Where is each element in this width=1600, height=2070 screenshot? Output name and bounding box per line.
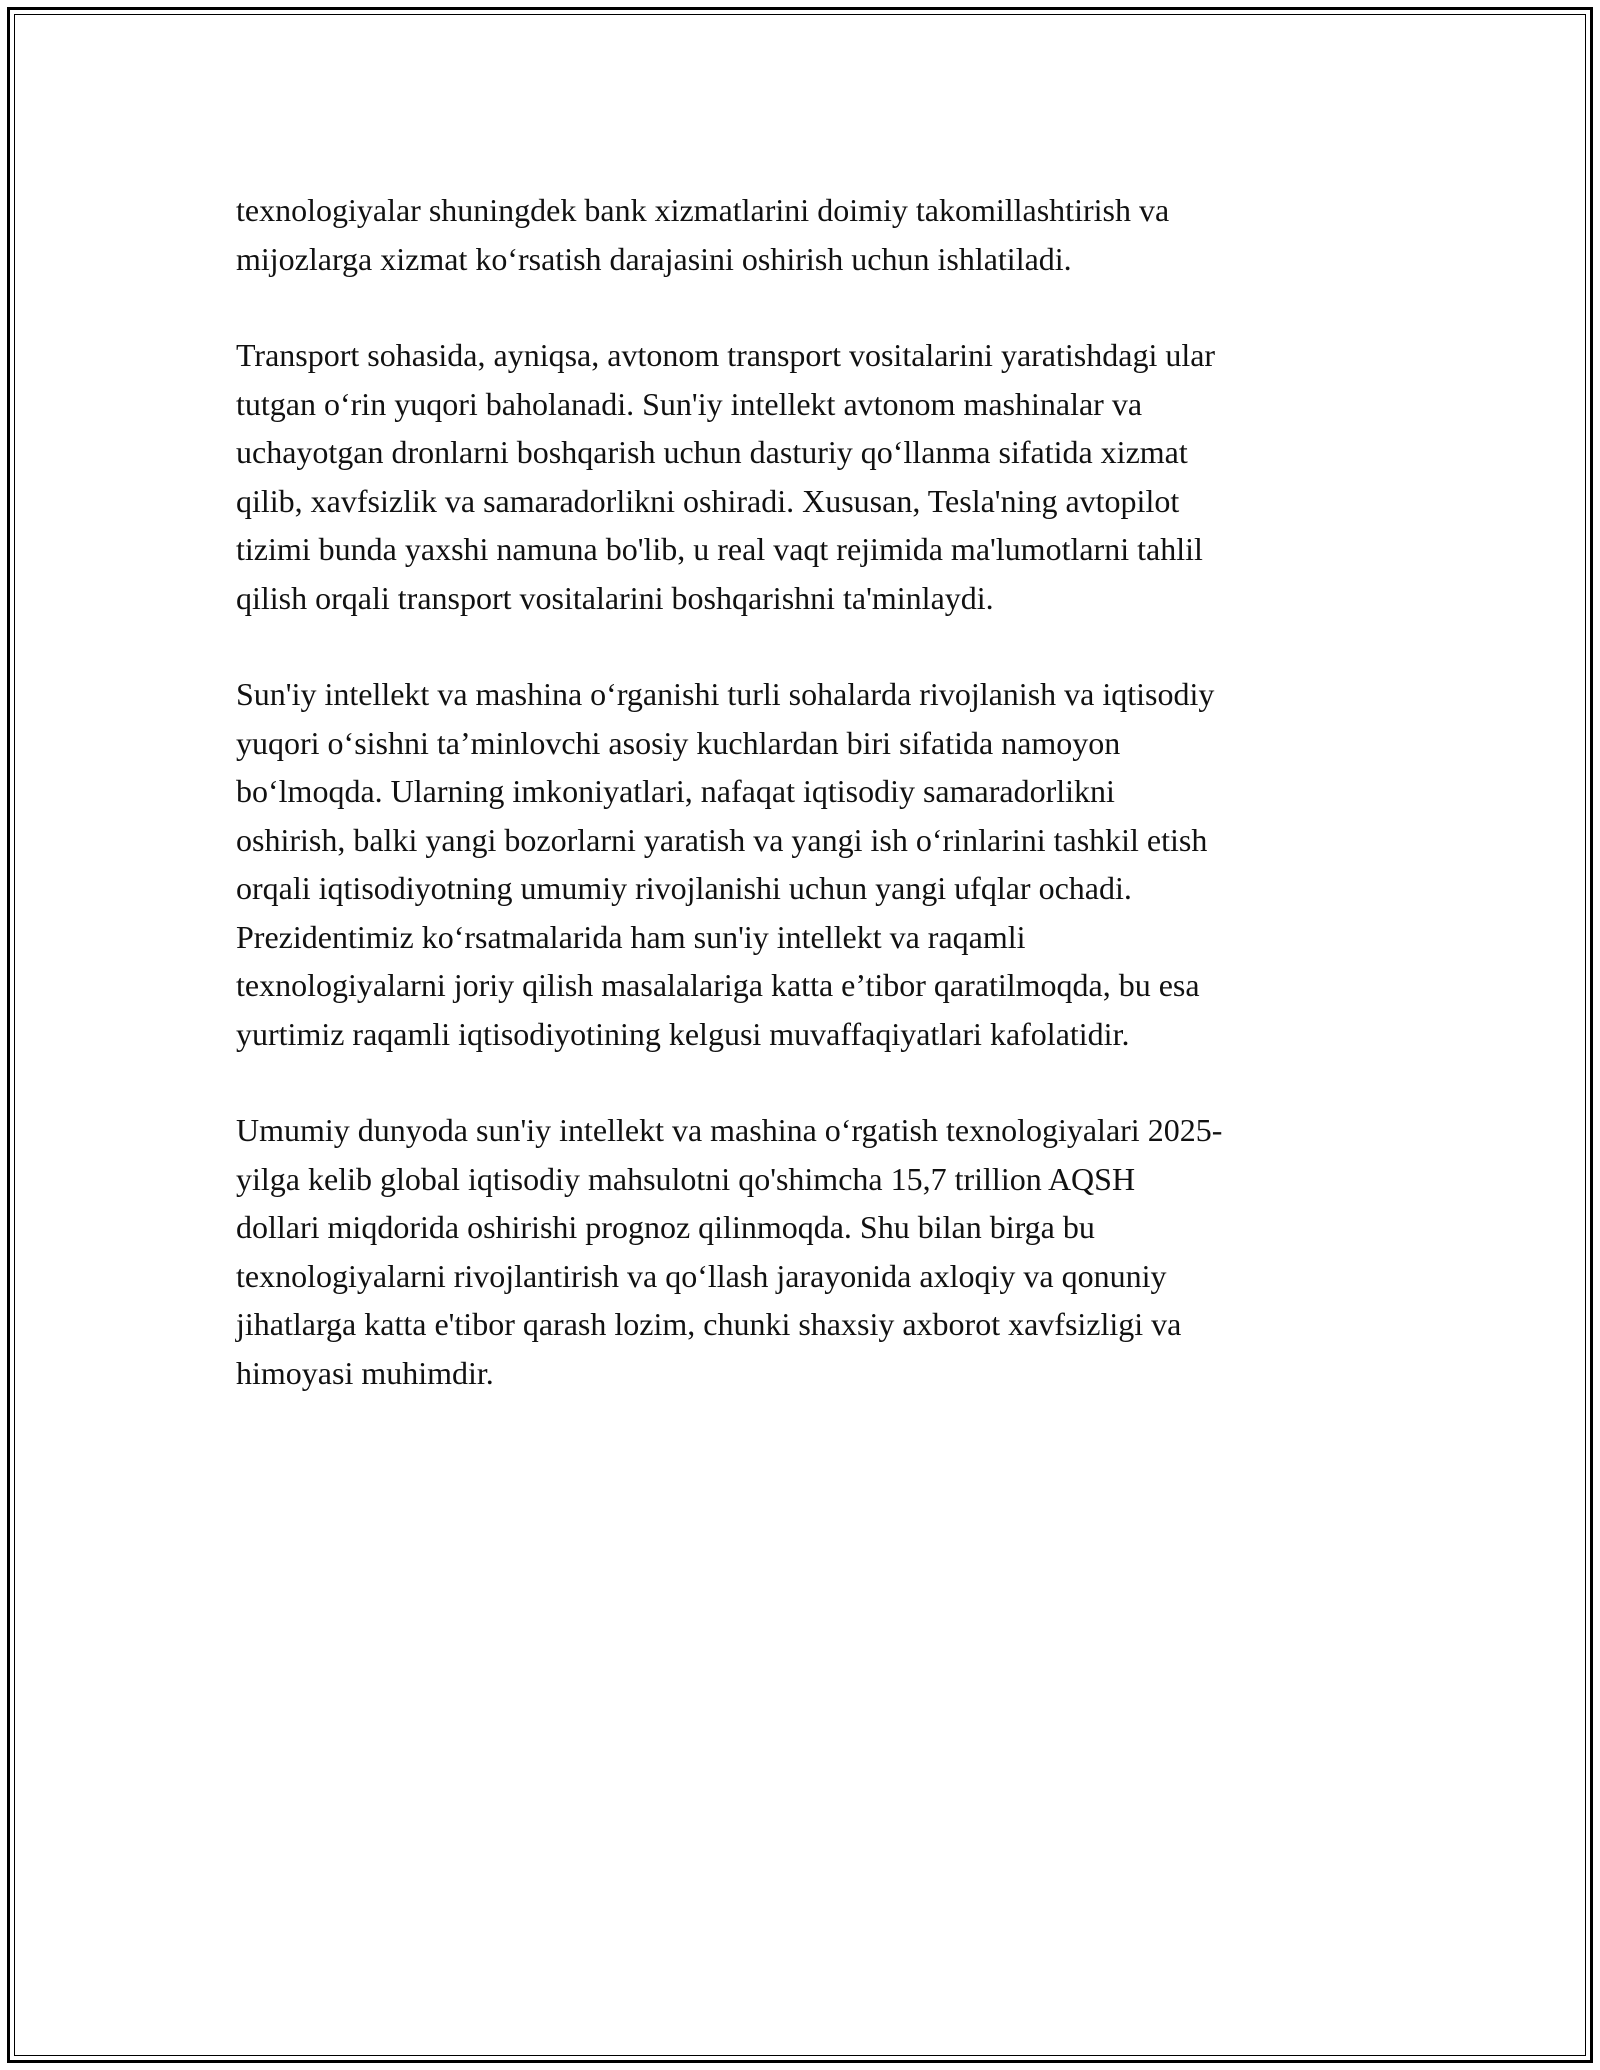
- paragraph-global-forecast: [236, 1106, 1376, 1397]
- text-line: dollari miqdorida oshirishi prognoz qilinmoqda. Shu bilan birga bu: [236, 1209, 1095, 1245]
- text-line: himoyasi muhimdir.: [236, 1354, 494, 1391]
- text-line: texnologiyalarni rivojlantirish va qo‘llash jarayonida axloqiy va qonuniy: [236, 1257, 1167, 1294]
- text-line: Transport sohasida, ayniqsa, avtonom transport vositalarini yaratishdagi ular: [236, 337, 1216, 373]
- text-line: texnologiyalar shuningdek bank xizmatlarini doimiy takomillashtirish va: [236, 192, 1170, 228]
- text-line: jihatlarga katta e'tibor qarash lozim, chunki shaxsiy axborot xavfsizligi va: [236, 1306, 1182, 1342]
- text-line: uchayotgan dronlarni boshqarish uchun dasturiy qo‘llanma sifatida xizmat: [236, 434, 1188, 470]
- text-line: mijozlarga xizmat ko‘rsatish darajasini oshirish uchun ishlatiladi.: [236, 240, 1072, 277]
- text-line: yurtimiz raqamli iqtisodiyotining kelgusi muvaffaqiyatlari kafolatidir.: [236, 1015, 1130, 1052]
- text-line: tutgan o‘rin yuqori baholanadi. Sun'iy intellekt avtonom mashinalar va: [236, 385, 1143, 422]
- text-line: Umumiy dunyoda sun'iy intellekt va mashina o‘rgatish texnologiyalari 2025-: [236, 1112, 1223, 1148]
- text-line: bo‘lmoqda. Ularning imkoniyatlari, nafaqat iqtisodiy samaradorlikni: [236, 773, 1115, 809]
- text-line: yilga kelib global iqtisodiy mahsulotni qo'shimcha 15,7 trillion AQSH: [236, 1160, 1136, 1197]
- paragraph-transport: [236, 331, 1376, 622]
- text-line: Sun'iy intellekt va mashina o‘rganishi turli sohalarda rivojlanish va iqtisodiy: [236, 676, 1215, 712]
- text-line: oshirish, balki yangi bozorlarni yaratish va yangi ish o‘rinlarini tashkil etish: [236, 821, 1208, 858]
- document-body: [236, 186, 1376, 1445]
- text-line: tizimi bunda yaxshi namuna bo'lib, u real vaqt rejimida ma'lumotlarni tahlil: [236, 531, 1203, 567]
- text-line: qilish orqali transport vositalarini boshqarishni ta'minlaydi.: [236, 579, 994, 616]
- text-line: orqali iqtisodiyotning umumiy rivojlanishi uchun yangi ufqlar ochadi.: [236, 870, 1132, 906]
- paragraph-economy: [236, 670, 1376, 1058]
- text-line: qilib, xavfsizlik va samaradorlikni oshiradi. Xususan, Tesla'ning avtopilot: [236, 482, 1180, 519]
- text-line: yuqori o‘sishni ta’minlovchi asosiy kuchlardan biri sifatida namoyon: [236, 724, 1121, 761]
- text-line: Prezidentimiz ko‘rsatmalarida ham sun'iy intellekt va raqamli: [236, 918, 1026, 955]
- text-line: texnologiyalarni joriy qilish masalalariga katta e’tibor qaratilmoqda, bu esa: [236, 967, 1200, 1003]
- paragraph-banking: [236, 186, 1376, 283]
